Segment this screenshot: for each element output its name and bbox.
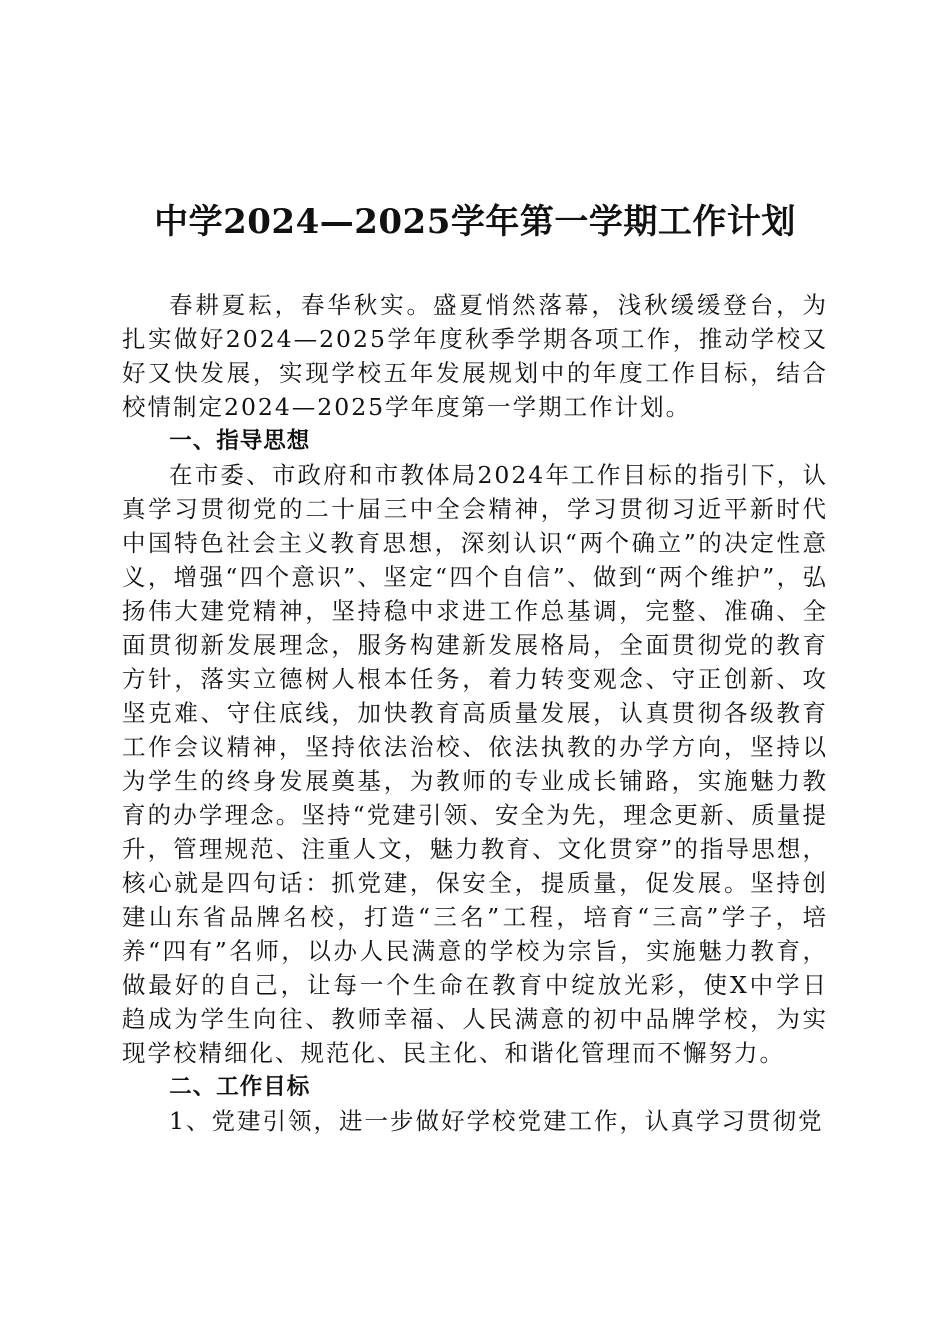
document-body — [122, 288, 828, 1138]
intro-paragraph: 春耕夏耘，春华秋实。盛夏悄然落幕，浅秋缓缓登台，为扎实做好2024—2025学年度秋季学期各项工作，推动学校又好又快发展，实现学校五年发展规划中的年度工作目标，结合校情制定2024—2025学年度第一学期工作计划。 — [122, 291, 828, 421]
document-title: 中学2024—2025学年第一学期工作计划 — [154, 202, 796, 242]
section-heading-work-goals: 二、工作目标 — [169, 1074, 311, 1100]
work-goal-item-1: 1、党建引领，进一步做好学校党建工作，认真学习贯彻党 — [169, 1107, 824, 1135]
guiding-thought-paragraph: 在市委、市政府和市教体局2024年工作目标的指引下，认真学习贯彻党的二十届三中全会精神，学习贯彻习近平新时代中国特色社会主义教育思想，深刻认识“两个确立”的决定性意义，增强“四个意识”、坚定“四个自信”、做到“两个维护”，弘扬伟大建党精神，坚持稳中求进工作总基调，完整、准确、全面贯彻新发展理念，服务构建新发展格局，全面贯彻党的教育方针，落实立德树人根本任务，着力转变观念、守正创新、攻坚克难、守住底线，加快教育高质量发展，认真贯彻各级教育工作会议精神，坚持依法治校、依法执教的办学方向，坚持以为学生的终身发展奠基，为教师的专业成长铺路，实施魅力教育的办学理念。坚持“党建引领、安全为先，理念更新、质量提升，管理规范、注重人文，魅力教育、文化贯穿”的指导思想，核心就是四句话：抓党建，保安全，提质量，促发展。坚持创建山东省品牌名校，打造“三名”工程，培育“三高”学子，培养“四有”名师，以办人民满意的学校为宗旨，实施魅力教育，做最好的自己，让每一个生命在教育中绽放光彩，使X中学日趋成为学生向往、教师幸福、人民满意的初中品牌学校，为实现学校精细化、规范化、民主化、和谐化管理而不懈努力。 — [122, 461, 828, 1067]
section-heading-guiding-thought: 一、指导思想 — [169, 428, 311, 454]
